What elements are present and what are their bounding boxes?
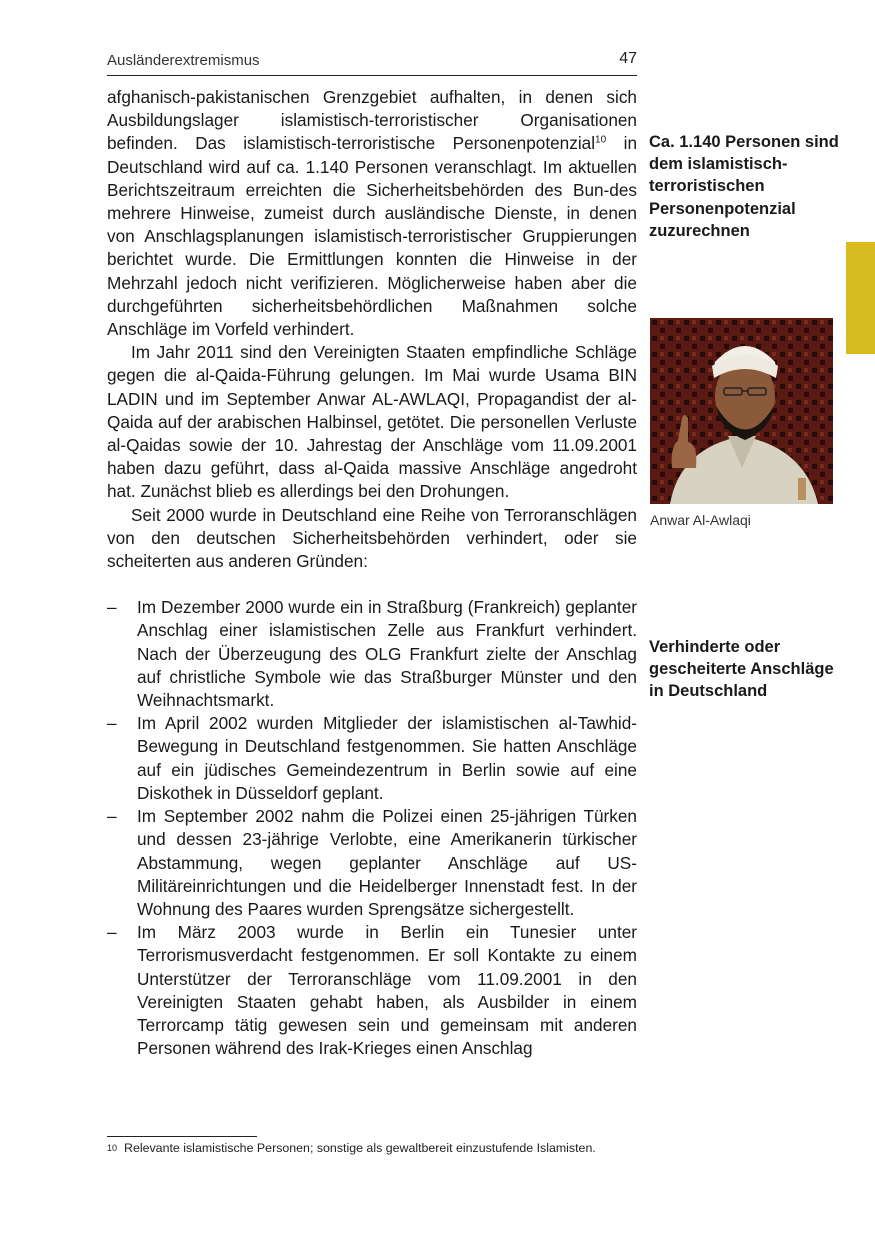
footnote — [107, 1141, 627, 1157]
page-number: 47 — [619, 50, 637, 67]
footnote-rule — [107, 1136, 257, 1137]
main-text-column — [107, 86, 637, 1060]
paragraph-1-text-a: afghanisch-pakistanischen Grenzgebiet aufhalten, in denen sich Ausbildungslager islamistisch-terroristischer Organisationen befinden. Das islamistisch-terroristische Personenpotenzial — [107, 87, 637, 154]
list-item — [107, 805, 637, 921]
footnote-number: 10 — [107, 1143, 118, 1153]
list-item-text: Im April 2002 wurden Mitglieder der islamistischen al-Tawhid-Bewegung in Deutschland festgenommen. Sie hatten Anschläge auf ein jüdisches Gemeindezentrum in Berlin sowie auf eine Diskothek in Düsseldorf geplant. — [137, 713, 637, 803]
paragraph-1-text-b: in Deutschland wird auf ca. 1.140 Personen veranschlagt. Im aktuellen Berichtszeitraum erreichten die Sicherheitsbehörden des Bun-des mehrere Hinweise, zumeist durch ausländische Dienste, in denen von Anschlagsplanungen islamistisch-terroristischer Gruppierungen berichtet wurde. Die Ermittlungen konnten die Hinweise in der Mehrzahl jedoch nicht verifizieren. Möglicherweise haben aber die durchgeführten sicherheitsbehördlichen Maßnahmen solche Anschläge im Vorfeld verhindert. — [107, 133, 638, 340]
footnote-reference[interactable]: 10 — [595, 134, 607, 146]
portrait-photo — [650, 318, 833, 504]
list-item-text: Im September 2002 nahm die Polizei einen 25-jährigen Türken und dessen 23-jährige Verlobte, eine Amerikanerin türkischer Abstammung, wegen geplanter Anschläge auf US-Militäreinrichtungen und die Heidelberger Innenstadt fest. In der Wohnung des Paares wurden Sprengsätze sichergestellt. — [137, 806, 637, 919]
dash-bullet: – — [107, 806, 117, 827]
list-item — [107, 596, 637, 712]
list-item — [107, 712, 637, 805]
paragraph-2: Im Jahr 2011 sind den Vereinigten Staaten empfindliche Schläge gegen die al-Qaida-Führung gelungen. Im Mai wurde Usama BIN LADIN und im September Anwar AL-AWLAQI, Propagandist der al-Qaida auf der arabischen Halbinsel, getötet. Die personellen Verluste al-Qaidas sowie der 10. Jahrestag der Anschläge vom 11.09.2001 haben dazu geführt, dass al-Qaida massive Anschläge angedroht hat. Zunächst blieb es allerdings bei den Drohungen. — [107, 342, 637, 502]
list-item-text: Im Dezember 2000 wurde ein in Straßburg (Frankreich) geplanter Anschlag einer islamistischen Zelle aus Frankfurt verhindert. Nach der Überzeugung des OLG Frankfurt zielte der Anschlag auf christliche Symbole wie das Straßburger Münster und den Weihnachtsmarkt. — [137, 597, 637, 711]
margin-note-personenpotenzial: Ca. 1.140 Personen sind dem islamistisch-terroristischen Personenpotenzial zuzurechnen — [649, 133, 839, 240]
margin-note-verhinderte-anschlaege: Verhinderte oder gescheiterte Anschläge in Deutschland — [649, 638, 834, 701]
dash-bullet: – — [107, 597, 117, 618]
prevented-attacks-list — [107, 596, 637, 1060]
footnote-text: Relevante islamistische Personen; sonstige als gewaltbereit einzustufende Islamisten. — [124, 1141, 596, 1155]
dash-bullet: – — [107, 713, 117, 734]
list-item — [107, 921, 637, 1060]
paragraph-3: Seit 2000 wurde in Deutschland eine Reihe von Terroranschlägen von den deutschen Sicherheitsbehörden verhindert, oder sie scheiterten aus anderen Gründen: — [107, 504, 637, 572]
dash-bullet: – — [107, 922, 117, 943]
chapter-tab-marker — [846, 242, 875, 354]
running-header-section: Ausländerextremismus — [107, 52, 260, 69]
list-item-text: Im März 2003 wurde in Berlin ein Tunesier unter Terrorismusverdacht festgenommen. Er soll Kontakte zu einem Unterstützer der Terroranschläge vom 11.09.2001 in den Vereinigten Staaten gehabt haben, als Ausbilder in einem Terrorcamp tätig gewesen sein und gemeinsam mit anderen Personen während des Irak-Krieges einen Anschlag — [137, 922, 637, 1059]
header-rule — [107, 75, 637, 76]
photo-caption: Anwar Al-Awlaqi — [650, 512, 751, 528]
paragraph-1 — [107, 86, 637, 341]
